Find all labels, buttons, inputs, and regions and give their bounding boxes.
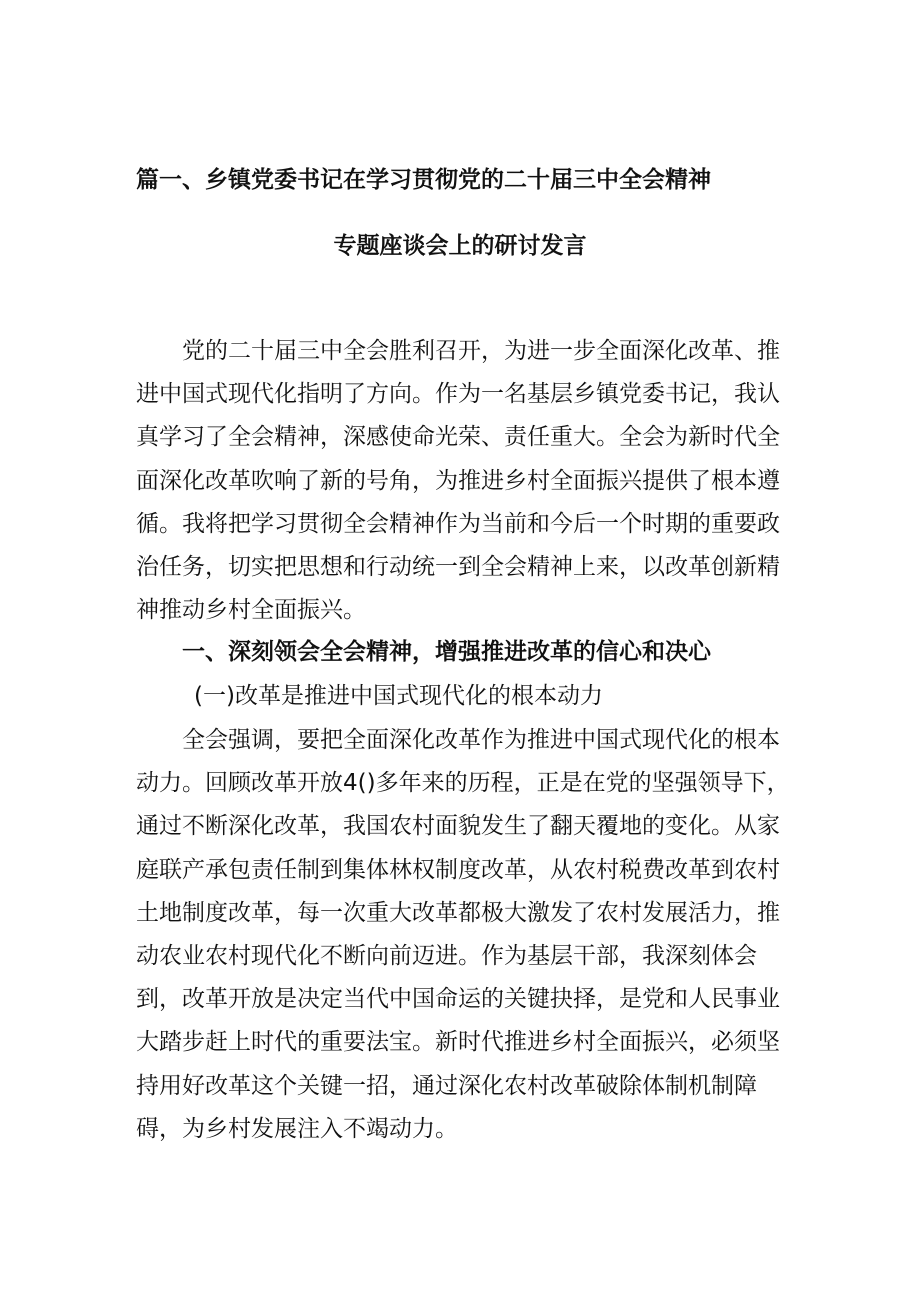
section-heading-1: 一、深刻领会全会精神，增强推进改革的信心和决心 [182,639,711,665]
intro-paragraph-block [136,330,796,632]
intro-paragraph: 党的二十届三中全会胜利召开，为进一步全面深化改革、推进中国式现代化指明了方向。作为一名基层乡镇党委书记，我认真学习了全会精神，深感使命光荣、责任重大。全会为新时代全面深化改革吹响了新的号角，为推进乡村全面振兴提供了根本遵循。我将把学习贯彻全会精神作为当前和今后一个时期的重要政治任务，切实把思想和行动统一到全会精神上来，以改革创新精神推动乡村全面振兴。 [136,338,780,624]
document-title-line-2: 专题座谈会上的研讨发言 [333,233,587,259]
body-paragraph-block [136,719,796,1151]
body-paragraph: 全会强调，要把全面深化改革作为推进中国式现代化的根本动力。回顾改革开放4()多年来的历程，正是在党的坚强领导下，通过不断深化改革，我国农村面貌发生了翻天覆地的变化。从家庭联产承包责任制到集体林权制度改革，从农村税费改革到农村土地制度改革，每一次重大改革都极大激发了农村发展活力，推动农业农村现代化不断向前迈进。作为基层干部，我深刻体会到，改革开放是决定当代中国命运的关键抉择，是党和人民事业大踏步赶上时代的重要法宝。新时代推进乡村全面振兴，必须坚持用好改革这个关键一招，通过深化农村改革破除体制机制障碍，为乡村发展注入不竭动力。 [136,727,790,1142]
document-title-line-1: 篇一、乡镇党委书记在学习贯彻党的二十届三中全会精神 [136,167,711,193]
subsection-heading-1: (一)改革是推进中国式现代化的根本动力 [194,683,603,709]
